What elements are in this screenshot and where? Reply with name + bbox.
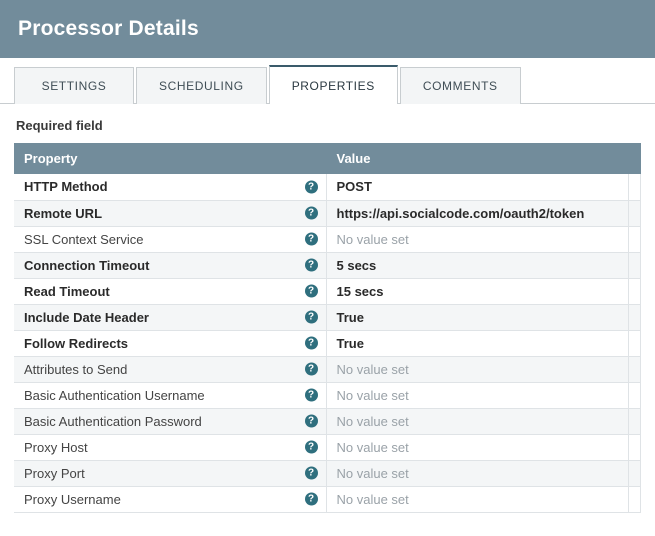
property-value: No value set: [336, 413, 409, 429]
property-name-cell: [14, 304, 326, 330]
property-actions-cell: [628, 486, 641, 512]
help-icon[interactable]: ?: [305, 337, 318, 350]
help-icon[interactable]: ?: [305, 415, 318, 428]
table-row[interactable]: [14, 304, 641, 330]
property-name-cell: [14, 356, 326, 382]
page-title: Processor Details: [18, 17, 199, 40]
property-actions-cell: [628, 226, 641, 252]
property-value: True: [336, 335, 364, 351]
property-actions-cell: [628, 174, 641, 200]
property-value: No value set: [336, 231, 409, 247]
property-name-cell: [14, 408, 326, 434]
dialog-titlebar: [0, 0, 655, 58]
property-actions-cell: [628, 278, 641, 304]
table-row[interactable]: [14, 330, 641, 356]
property-value: No value set: [336, 387, 409, 403]
property-value-cell[interactable]: [326, 382, 628, 408]
property-name-cell: [14, 278, 326, 304]
properties-table-body: [14, 174, 641, 512]
table-header-row: [14, 143, 641, 174]
property-actions-cell: [628, 408, 641, 434]
help-icon[interactable]: ?: [305, 363, 318, 376]
property-value: No value set: [336, 439, 409, 455]
property-value: No value set: [336, 491, 409, 507]
property-value: https://api.socialcode.com/oauth2/token: [336, 205, 585, 221]
tab-scheduling-label: SCHEDULING: [159, 79, 244, 93]
property-value: No value set: [336, 361, 409, 377]
property-name-cell: [14, 434, 326, 460]
help-icon[interactable]: ?: [305, 311, 318, 324]
property-label: Attributes to Send: [24, 361, 128, 377]
property-actions-cell: [628, 382, 641, 408]
property-name-cell: [14, 200, 326, 226]
property-value-cell[interactable]: [326, 330, 628, 356]
property-actions-cell: [628, 200, 641, 226]
property-actions-cell: [628, 330, 641, 356]
property-actions-cell: [628, 460, 641, 486]
tab-comments-label: COMMENTS: [422, 79, 498, 93]
help-icon[interactable]: ?: [305, 285, 318, 298]
property-value-cell[interactable]: [326, 434, 628, 460]
property-value-cell[interactable]: [326, 486, 628, 512]
property-name-cell: [14, 460, 326, 486]
property-value-cell[interactable]: [326, 252, 628, 278]
help-icon[interactable]: ?: [305, 389, 318, 402]
property-value-cell[interactable]: [326, 408, 628, 434]
property-name-cell: [14, 486, 326, 512]
table-row[interactable]: [14, 356, 641, 382]
property-value: True: [336, 309, 364, 325]
property-label: Read Timeout: [24, 283, 110, 299]
property-label: Proxy Host: [24, 439, 88, 455]
tab-properties-label: PROPERTIES: [291, 78, 375, 93]
property-value: 5 secs: [336, 257, 377, 273]
table-row[interactable]: [14, 408, 641, 434]
property-label: Proxy Port: [24, 465, 85, 481]
property-value: No value set: [336, 465, 409, 481]
table-row[interactable]: [14, 382, 641, 408]
table-row[interactable]: [14, 434, 641, 460]
property-actions-cell: [628, 252, 641, 278]
property-label: Include Date Header: [24, 309, 149, 325]
table-row[interactable]: [14, 174, 641, 200]
property-name-cell: [14, 174, 326, 200]
property-label: Connection Timeout: [24, 257, 150, 273]
help-icon[interactable]: ?: [305, 441, 318, 454]
tab-settings-label: SETTINGS: [41, 79, 107, 93]
property-value-cell[interactable]: [326, 278, 628, 304]
table-row[interactable]: [14, 226, 641, 252]
property-name-cell: [14, 252, 326, 278]
table-row[interactable]: [14, 278, 641, 304]
property-value-cell[interactable]: [326, 460, 628, 486]
tab-properties[interactable]: [269, 65, 398, 104]
column-header-value: Value: [326, 143, 628, 174]
property-label: Follow Redirects: [24, 335, 129, 351]
properties-panel: [0, 104, 655, 513]
property-name-cell: [14, 330, 326, 356]
property-actions-cell: [628, 356, 641, 382]
table-row[interactable]: [14, 486, 641, 512]
property-label: SSL Context Service: [24, 231, 144, 247]
tab-bar: [0, 58, 655, 104]
property-actions-cell: [628, 434, 641, 460]
properties-table-head: [14, 143, 641, 174]
property-label: Remote URL: [24, 205, 103, 221]
property-value-cell[interactable]: [326, 304, 628, 330]
help-icon[interactable]: ?: [305, 467, 318, 480]
property-value-cell[interactable]: [326, 356, 628, 382]
property-name-cell: [14, 382, 326, 408]
property-value-cell[interactable]: [326, 174, 628, 200]
tab-settings[interactable]: [14, 67, 134, 104]
property-value-cell[interactable]: [326, 200, 628, 226]
column-header-actions: [628, 143, 641, 174]
help-icon[interactable]: ?: [305, 207, 318, 220]
property-label: Proxy Username: [24, 491, 121, 507]
property-value-cell[interactable]: [326, 226, 628, 252]
property-value: POST: [336, 179, 372, 195]
table-row[interactable]: [14, 200, 641, 226]
required-field-note: Required field: [16, 118, 103, 133]
properties-table: [14, 143, 641, 513]
help-icon[interactable]: ?: [305, 180, 318, 193]
property-value: 15 secs: [336, 283, 384, 299]
property-label: HTTP Method: [24, 179, 108, 195]
tab-comments[interactable]: [400, 67, 521, 104]
table-row[interactable]: [14, 252, 641, 278]
property-actions-cell: [628, 304, 641, 330]
property-label: Basic Authentication Password: [24, 413, 202, 429]
help-icon[interactable]: ?: [305, 233, 318, 246]
property-name-cell: [14, 226, 326, 252]
column-header-property: Property: [14, 143, 326, 174]
help-icon[interactable]: ?: [305, 493, 318, 506]
tab-scheduling[interactable]: [136, 67, 267, 104]
help-icon[interactable]: ?: [305, 259, 318, 272]
property-label: Basic Authentication Username: [24, 387, 205, 403]
table-row[interactable]: [14, 460, 641, 486]
